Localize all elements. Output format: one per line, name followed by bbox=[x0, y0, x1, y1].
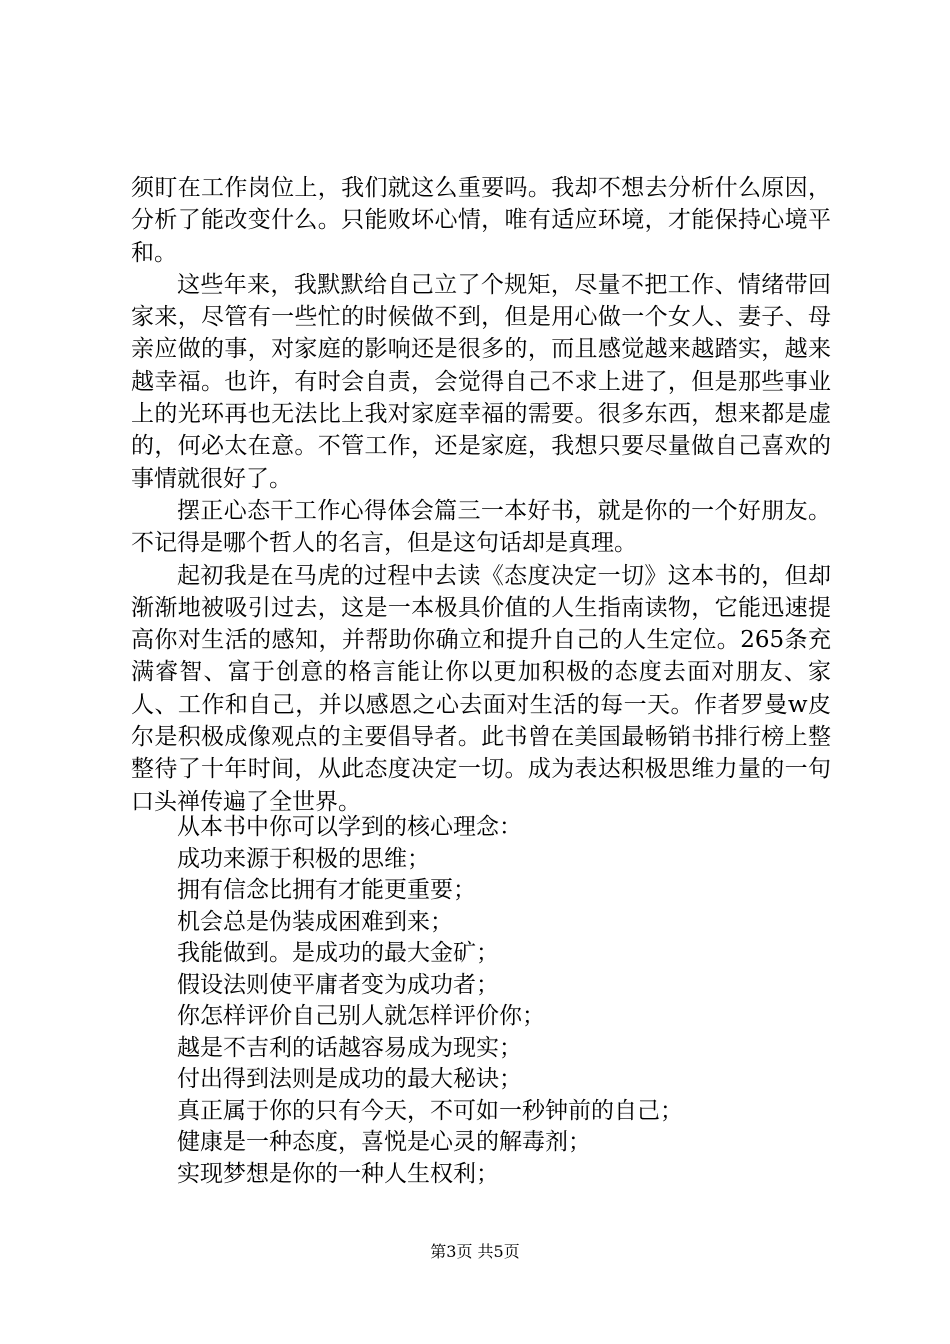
list-item: 假设法则使平庸者变为成功者； bbox=[177, 971, 499, 998]
list-item: 拥有信念比拥有才能更重要； bbox=[177, 877, 476, 903]
page-number-label: 第3页 共5页 bbox=[430, 1242, 520, 1261]
list-item: 真正属于你的只有今天，不可如一秒钟前的自己； bbox=[177, 1097, 683, 1124]
list-item: 我能做到。是成功的最大金矿； bbox=[177, 940, 499, 966]
page-footer bbox=[0, 1242, 950, 1262]
paragraph: 这些年来，我默默给自己立了个规矩，尽量不把工作、情绪带回家来，尽管有一些忙的时候做不到，但是用心做一个女人、妻子、母亲应做的事，对家庭的影响还是很多的，而且感觉越来越踏实，越来越幸福。也许，有时会自责，会觉得自己不求上进了，但是那些事业上的光环再也无法比上我对家庭幸福的需要。很多东西，想来都是虚的，何必太在意。不管工作，还是家庭，我想只要尽量做自己喜欢的事情就很好了。 bbox=[131, 271, 831, 492]
core-concepts-list bbox=[177, 812, 817, 1190]
list-item: 越是不吉利的话越容易成为现实； bbox=[177, 1034, 522, 1061]
list-item: 付出得到法则是成功的最大秘诀； bbox=[177, 1066, 522, 1092]
paragraph: 摆正心态干工作心得体会篇三一本好书，就是你的一个好朋友。不记得是哪个哲人的名言，但是这句话却是真理。 bbox=[131, 497, 831, 557]
list-item: 实现梦想是你的一种人生权利； bbox=[177, 1160, 499, 1187]
list-item: 成功来源于积极的思维； bbox=[177, 845, 430, 872]
paragraph: 起初我是在马虎的过程中去读《态度决定一切》这本书的，但却渐渐地被吸引过去，这是一本极具价值的人生指南读物，它能迅速提高你对生活的感知，并帮助你确立和提升自己的人生定位。265条充满睿智、富于创意的格言能让你以更加积极的态度去面对朋友、家人、工作和自己，并以感恩之心去面对生活的每一天。作者罗曼w皮尔是积极成像观点的主要倡导者。此书曾在美国最畅销书排行榜上整整待了十年时间，从此态度决定一切。成为表达积极思维力量的一句口头禅传遍了全世界。 bbox=[131, 562, 831, 815]
paragraph-continued: 须盯在工作岗位上，我们就这么重要吗。我却不想去分析什么原因，分析了能改变什么。只能败坏心情，唯有适应环境，才能保持心境平和。 bbox=[131, 175, 831, 266]
list-heading: 从本书中你可以学到的核心理念： bbox=[177, 814, 522, 840]
list-item: 健康是一种态度，喜悦是心灵的解毒剂； bbox=[177, 1129, 591, 1155]
body-text bbox=[131, 172, 831, 818]
list-item: 机会总是伪装成困难到来； bbox=[177, 908, 453, 935]
list-item: 你怎样评价自己别人就怎样评价你； bbox=[177, 1003, 545, 1029]
